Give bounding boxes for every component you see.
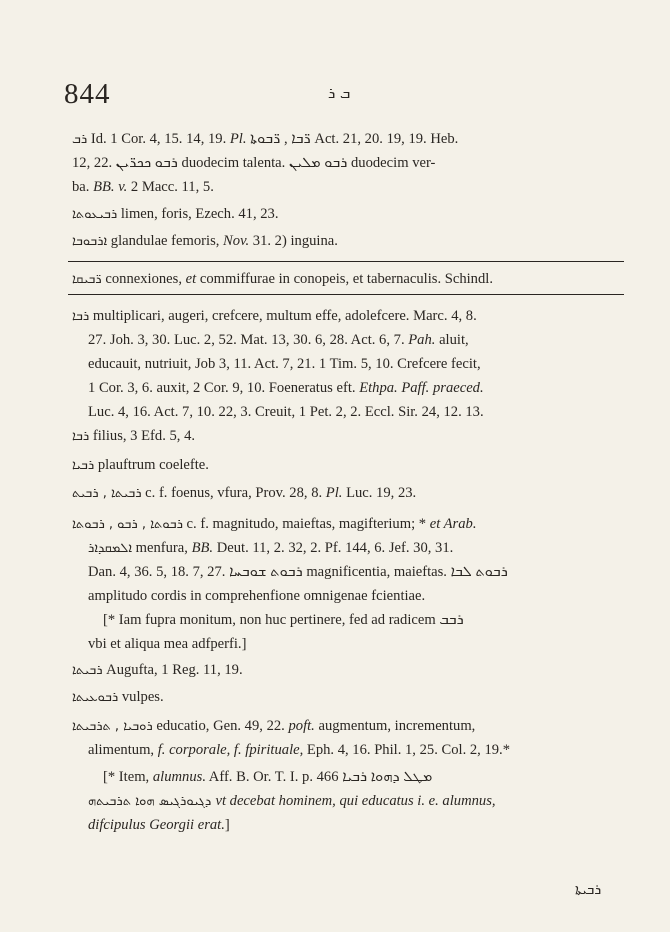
- entry-line: ܪܒܘܥܝܬܐ vulpes.: [72, 689, 164, 705]
- running-head: ܒ ܪ: [328, 84, 351, 102]
- entry-line: alimentum, f. corporale, f. fpirituale, Eph. 4, 16. Phil. 1, 25. Col. 2, 19.*: [88, 742, 511, 758]
- entry-line: amplitudo cordis in comprehenfione omnigenae fcientiae.: [88, 588, 426, 604]
- note-line: vbi et aliqua mea adfperfi.]: [88, 636, 247, 652]
- entry-line: 27. Joh. 3, 30. Luc. 2, 52. Mat. 13, 30. 6, 28. Act. 6, 7. Pah. aluit,: [88, 332, 469, 348]
- entry-line: ܪܒܐ multiplicari, augeri, crefcere, multum effe, adolefcere. Marc. 4, 8.: [72, 308, 477, 324]
- entry-line: ܐܠܡܩܕܐܪ menfura, BB. Deut. 11, 2. 32, 2. Pf. 144, 6. Jef. 30, 31.: [88, 540, 454, 556]
- note-line: [* Iam fupra monitum, non huc pertinere, fed ad radicem ܪܒܒ: [103, 612, 464, 628]
- entry-line: ܐܪܒܘܒܐ glandulae femoris, Nov. 31. 2) inguina.: [72, 233, 338, 249]
- entry-line: ܪܒܝܬܐ , ܪܒܝܬ c. f. foenus, vfura, Prov. 28, 8. Pl. Luc. 19, 23.: [72, 485, 417, 501]
- entry-line: ܪܒܝܥܘܬܐ limen, foris, Ezech. 41, 23.: [72, 206, 279, 222]
- entry-line: 1 Cor. 3, 6. auxit, 2 Cor. 9, 10. Foeneratus eft. Ethpa. Paff. praeced.: [88, 380, 484, 396]
- entry-line: ܪܒ Id. 1 Cor. 4, 15. 14, 19. Pl. ܪ̈ܒܐ , ܪ̈ܒܘܬܐ Act. 21, 20. 19, 19. Heb.: [72, 131, 459, 147]
- entry-line: ܪܒܐ filius, 3 Efd. 5, 4.: [72, 428, 196, 444]
- entry-line: Dan. 4, 36. 5, 18. 7, 27. ܪܒܘܬ ܫܘܒܚܐ magnificentia, maieftas. ܪܒܘܬ ܠܒܐ: [88, 564, 508, 580]
- page-header: [58, 78, 618, 118]
- note-line: [* Item, alumnus. Aff. B. Or. T. I. p. 466 ܡܛܠ ܕܗܘܐ ܪܒܝܐ: [103, 769, 433, 785]
- page-number: 844: [64, 78, 111, 110]
- section-rule: [68, 261, 624, 262]
- entry-line: ܪܘܒܝܐ , ܬܪܒܝܬܐ educatio, Gen. 49, 22. poft. augmentum, incrementum,: [72, 718, 476, 734]
- catchword: ܪܒܝܬܐ: [575, 882, 602, 898]
- entry-line: 12, 22. ܪܒܘ ܟܟܪ̈ܝܢ duodecim talenta. ܪܒܘ ܡܠܝܢ duodecim ver-: [72, 155, 436, 171]
- entry-line: ܪܒܘܬܐ , ܪܒܘ , ܪܒܘܬܐ c. f. magnitudo, maieftas, magifterium; * et Arab.: [72, 516, 477, 532]
- note-line: ܕܓܝܘܪܓܝܣ ܗܘܐ ܬܪܒܝܬܗ vt decebat hominem, qui educatus i. e. alumnus,: [88, 793, 496, 809]
- entry-line: educauit, nutriuit, Job 3, 11. Act. 7, 21. 1 Tim. 5, 10. Crefcere fecit,: [88, 356, 481, 372]
- section-rule: [68, 294, 624, 295]
- entry-line: ba. BB. v. 2 Macc. 11, 5.: [72, 179, 214, 195]
- note-line: difcipulus Georgii erat.]: [88, 817, 230, 833]
- entry-line: Luc. 4, 16. Act. 7, 10. 22, 3. Creuit, 1 Pet. 2, 2. Eccl. Sir. 24, 12. 13.: [88, 404, 484, 420]
- entry-line: ܪܒܝܬܐ Augufta, 1 Reg. 11, 19.: [72, 662, 243, 678]
- entry-line: ܪܒܝܐ plauftrum coelefte.: [72, 457, 209, 473]
- entry-line: ܪ̈ܒܝܩܐ connexiones, et commiffurae in conopeis, et tabernaculis. Schindl.: [72, 271, 493, 287]
